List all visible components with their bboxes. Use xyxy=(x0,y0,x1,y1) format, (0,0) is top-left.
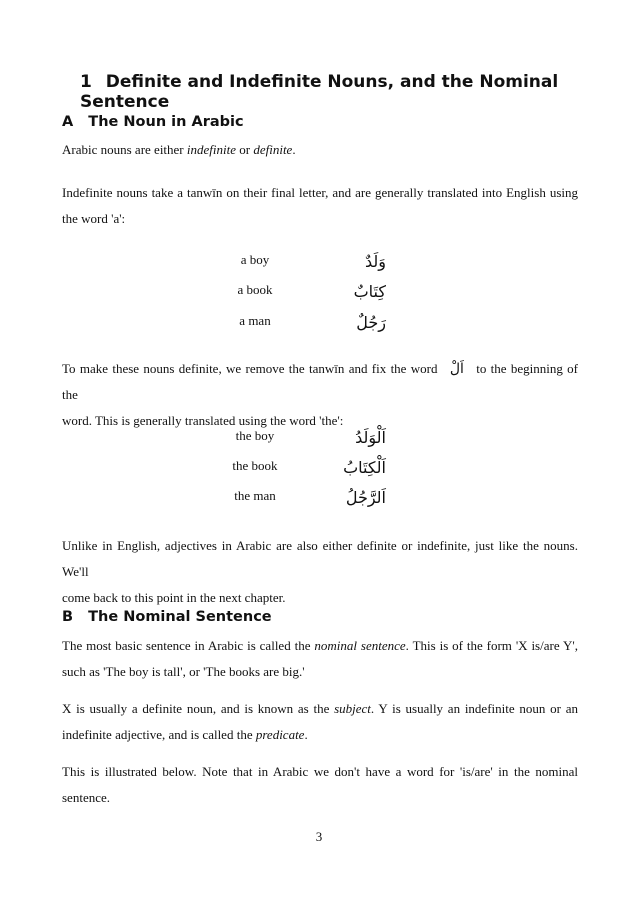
term-subject: subject xyxy=(334,701,371,716)
section-a-letter: A xyxy=(62,114,74,130)
term-nominal-sentence: nominal sentence xyxy=(314,638,406,653)
paragraph-noun-types xyxy=(62,137,578,163)
term-predicate: predicate xyxy=(255,727,305,742)
paragraph-line: word. This is generally translated using the word 'the': xyxy=(62,413,344,428)
section-b-title: The Nominal Sentence xyxy=(88,609,272,625)
section-a-heading xyxy=(62,114,244,130)
arabic-article: اَلْ xyxy=(449,361,464,377)
section-b-heading xyxy=(62,609,272,625)
term-definite: definite xyxy=(253,142,293,157)
paragraph-line: such as 'The boy is tall', or 'The books are big.' xyxy=(62,664,305,679)
text-run: . Y is usually an indefinite noun or an xyxy=(370,701,578,716)
paragraph-line: This is illustrated below. Note that in Arabic we don't have a word for 'is/are' in the nominal xyxy=(62,764,578,779)
paragraph-line xyxy=(62,722,578,748)
example-arabic: كِتَابٌ xyxy=(353,282,386,301)
example-arabic: اَلْكِتَابُ xyxy=(343,458,386,477)
chapter-number: 1 xyxy=(80,72,92,92)
page-number: 3 xyxy=(315,829,323,844)
text-run: X is usually a definite noun, and is known as the xyxy=(62,701,335,716)
paragraph-line: sentence. xyxy=(62,790,111,805)
text-run: Arabic nouns are either xyxy=(62,142,187,157)
example-arabic: وَلَدٌ xyxy=(365,252,386,271)
example-english: a boy xyxy=(240,252,270,267)
example-arabic: اَلْوَلَدُ xyxy=(355,428,386,447)
paragraph-tanwin xyxy=(62,180,578,232)
paragraph-adjectives xyxy=(62,533,578,611)
paragraph-illustration-note xyxy=(62,759,578,811)
text-run: . xyxy=(304,727,308,742)
text-run: To make these nouns definite, we remove the tanwīn and fix the word xyxy=(62,361,438,376)
chapter-heading xyxy=(80,72,638,112)
text-run: The most basic sentence in Arabic is called the xyxy=(62,638,315,653)
example-arabic: اَلرَّجُلُ xyxy=(345,488,386,507)
example-english: a man xyxy=(239,313,271,328)
example-english: the man xyxy=(234,488,276,503)
text-run: indefinite adjective, and is called the xyxy=(62,727,256,742)
chapter-title: Definite and Indefinite Nouns, and the Nominal Sentence xyxy=(80,72,559,112)
paragraph-line: the word 'a': xyxy=(62,211,126,226)
example-arabic: رَجُلٌ xyxy=(356,313,386,332)
example-english: the boy xyxy=(235,428,275,443)
text-run: or xyxy=(236,142,254,157)
term-indefinite: indefinite xyxy=(186,142,236,157)
paragraph-line: come back to this point in the next chapter. xyxy=(62,590,286,605)
paragraph-nominal-sentence xyxy=(62,633,578,685)
section-b-letter: B xyxy=(62,609,74,625)
paragraph-line: Indefinite nouns take a tanwīn on their final letter, and are generally translated into English using xyxy=(62,185,578,200)
text-run: to the beginning of the xyxy=(62,361,579,402)
paragraph-line xyxy=(62,633,578,659)
paragraph-line: Unlike in English, adjectives in Arabic are also either definite or indefinite, just like the nouns. We'll xyxy=(62,538,578,579)
paragraph-make-definite xyxy=(62,356,578,434)
paragraph-subject-predicate xyxy=(62,696,578,748)
text-run: . xyxy=(292,142,296,157)
section-a-title: The Noun in Arabic xyxy=(88,114,244,130)
paragraph-line xyxy=(62,696,578,722)
paragraph-line xyxy=(62,356,578,408)
text-run: . This is of the form 'X is/are Y', xyxy=(405,638,578,653)
example-english: the book xyxy=(232,458,278,473)
example-english: a book xyxy=(237,282,273,297)
